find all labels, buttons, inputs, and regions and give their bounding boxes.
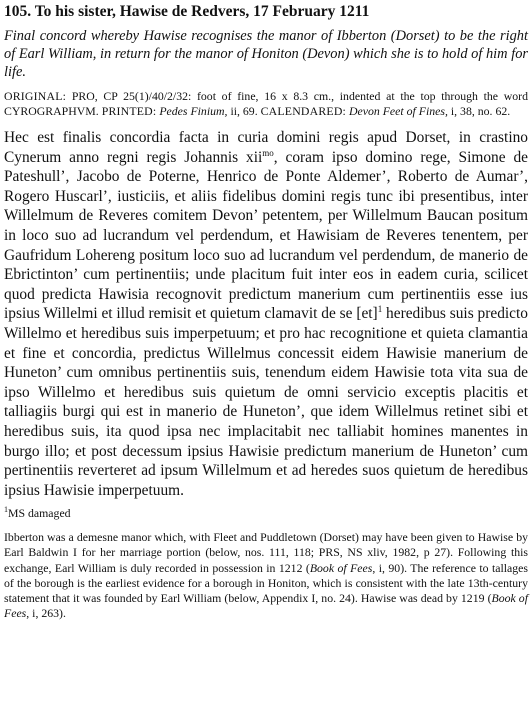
printed-label: PRINTED:	[101, 103, 157, 118]
footnote-text: MS damaged	[8, 506, 71, 521]
commentary-part-3: , i, 263).	[26, 606, 66, 621]
original-label: ORIGINAL:	[4, 89, 67, 103]
charter-title: 105. To his sister, Hawise de Redvers, 17 February 1211	[4, 3, 370, 20]
calendared-reference: i, 38, no. 62.	[450, 103, 511, 118]
charter-text-part-2: , coram ipso domino rege, Simone de Pateshull’, Jacobo de Poterne, Henrico de Ponte Aldemer’, Roberto de Aumar’, Rogero Huscarl’, iusticiis, et aliis fidelibus domini regis tunc ibi presentibus, inter Willelmum de Reveres comitem Devon’ petentem, per Willelmum Baucan positum in loco suo ad lucrandum vel perdendum, et Hawisiam de Reveres tenentem, per Gaufridum Lohereng positum loco suo ad lucrandum vel perdendum, de manerio de Ebrictinton’ cum pertinentiis; unde placitum fuit inter eos in eadem curia, scilicet quod predicta Hawisia recognovit predictum manerium cum pertinentiis esse ius ipsius Willelmi et illud remisit et quietum clamavit de se [et]	[4, 148, 528, 323]
document-page	[4, 0, 528, 622]
footnote-reference-marker: 1	[377, 304, 383, 315]
commentary-part-2: , i, 90). The reference to tallages of the borough is the earliest evidence for a borough in Honiton, which is consistent with the late 13th-century statement that it was founded by Earl William (below, Appendix I, no. 24). Hawise was dead by 1219 (	[4, 560, 528, 606]
charter-summary: Final concord whereby Hawise recognises the manor of Ibberton (Dorset) to be the right of Earl William, in return for the manor of Honiton (Devon) which she is to hold of him for life.	[4, 28, 528, 80]
calendared-label: CALENDARED:	[260, 103, 347, 118]
commentary-part-1: Ibberton was a demesne manor which, with Fleet and Puddletown (Dorset) may have been given to Hawise by Earl Baldwin I for her marriage portion (below, nos. 111, 118; PRS, NS xliv, 1982, p 27). Following this exchange, Earl William is duly recorded in possession in 1212 (	[4, 530, 528, 575]
editorial-commentary	[4, 530, 528, 621]
regnal-year-superscript: mo	[262, 147, 274, 158]
calendared-title: Devon Feet of Fines,	[348, 103, 448, 118]
printed-title: Pedes Finium,	[159, 103, 228, 118]
book-of-fees-citation-1: Book of Fees	[309, 560, 373, 575]
charter-text-part-3: heredibus suis predicto Willelmo et heredibus suis imperpetuum; et pro hac recognitione et quieta clamantia et fine et concordia, predictus Willelmus concessit eidem Hawisie manerium de Huneton’ cum omnibus pertinentiis suis, tenendum eidem Hawisie tota vita sua de ipso Willelmo et heredibus suis quietum de omni servicio exceptis placitis et talliagiis burgi qui est in manerio de Huneton’, que idem Willelmus retinet sibi et heredibus suis, ita quod ipsa nec implacitabit nec talliabit homines manentes in burgo illo; et post decessum ipsius Hawisie predictum manerium de Huneton’ cum pertinentiis reverteret ad ipsum Willelmum et ad heredes suos quietum de heredibus ipsius Hawisie imperpetuum.	[4, 305, 528, 499]
footnote-marker: 1	[4, 505, 8, 515]
original-reference: PRO, CP 25(1)/40/2/32: foot of fine, 16 x 8.3 cm., indented at the top through the word CYROGRAPHVM.	[4, 89, 528, 118]
latin-charter-text	[4, 128, 528, 500]
source-references	[4, 89, 528, 118]
printed-reference: ii, 69.	[230, 103, 258, 118]
charter-text-part-1: Hec est finalis concordia facta in curia domini regis apud Dorset, in crastino Cynerum anno regni regis Johannis xii	[4, 129, 528, 166]
footnote	[4, 506, 528, 520]
book-of-fees-citation-2: Book of Fees	[4, 591, 528, 621]
